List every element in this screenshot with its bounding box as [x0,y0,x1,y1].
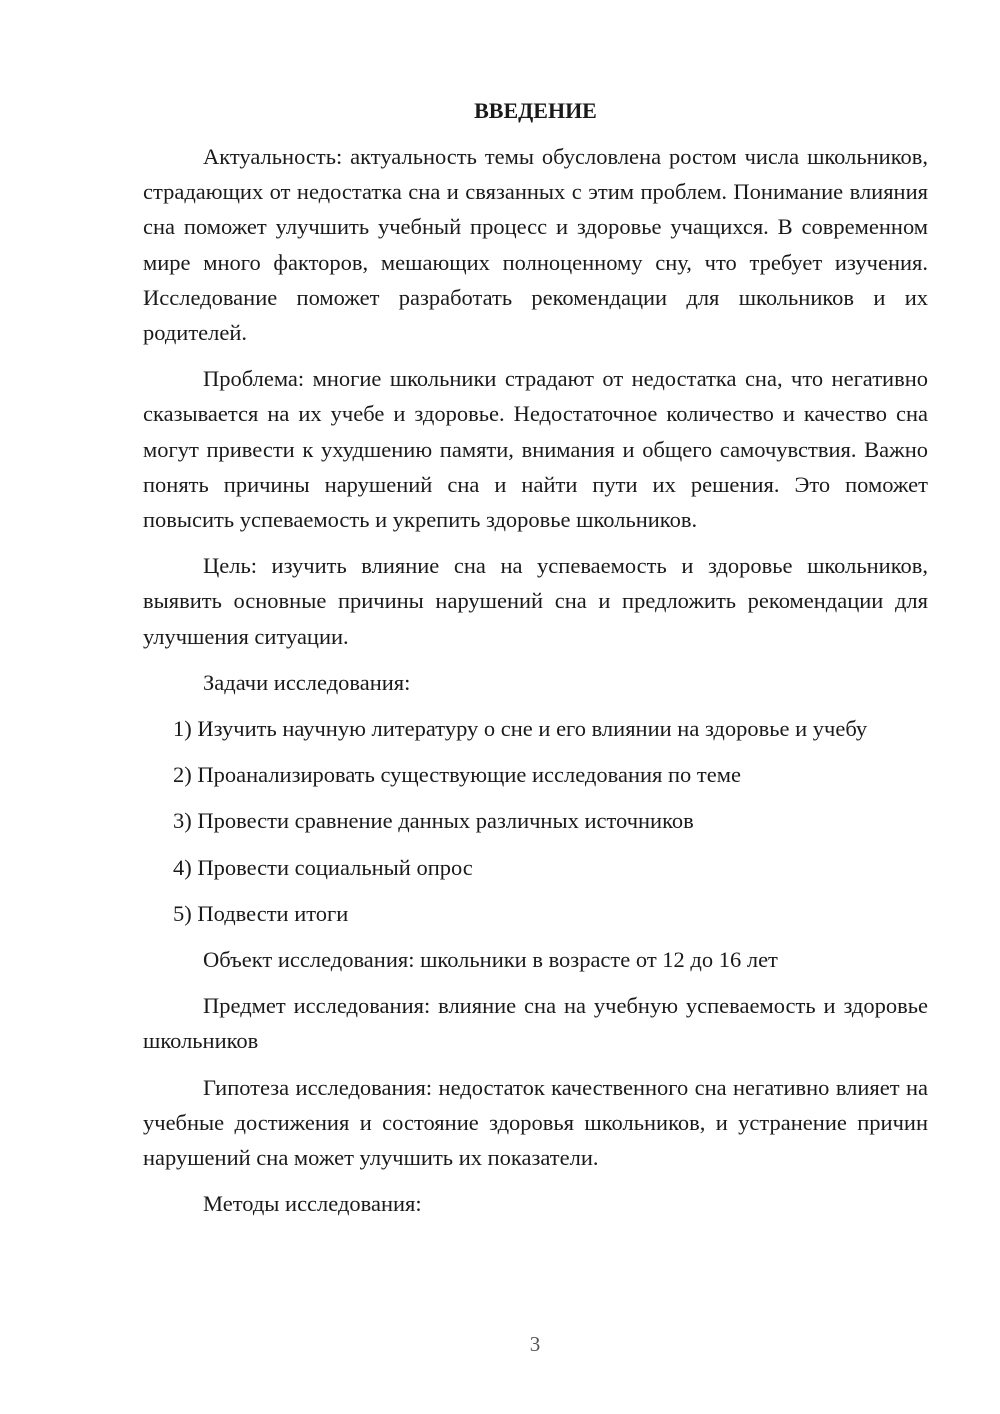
relevance-paragraph: Актуальность: актуальность темы обусловлена ростом числа школьников, страдающих от недостатка сна и связанных с этим проблем. Понимание влияния сна поможет улучшить учебный процесс и здоровье учащихся. В современном мире много факторов, мешающих полноценному сну, что требует изучения. Исследование поможет разработать рекомендации для школьников и их родителей. [143,144,928,346]
task-item: 1) Изучить научную литературу о сне и его влиянии на здоровье и учебу [173,716,868,742]
methods-heading: Методы исследования: [203,1191,422,1217]
task-item: 4) Провести социальный опрос [173,854,473,880]
page-number: 3 [529,1332,541,1356]
problem-paragraph: Проблема: многие школьники страдают от недостатка сна, что негативно сказывается на их учебе и здоровье. Недостаточное количество и качество сна могут привести к ухудшению памяти, внимания и общего самочувствия. Важно понять причины нарушений сна и найти пути их решения. Это поможет повысить успеваемость и укрепить здоровье школьников. [143,366,928,533]
task-item: 5) Подвести итоги [173,900,349,926]
page-content [143,94,928,1232]
hypothesis-paragraph: Гипотеза исследования: недостаток качественного сна негативно влияет на учебные достижения и состояние здоровья школьников, и устранение причин нарушений сна может улучшить их показатели. [143,1074,928,1171]
task-item: 2) Проанализировать существующие исследования по теме [173,762,741,788]
subject-paragraph: Предмет исследования: влияние сна на учебную успеваемость и здоровье школьников [143,993,928,1054]
object-paragraph: Объект исследования: школьники в возрасте от 12 до 16 лет [203,947,778,973]
goal-paragraph: Цель: изучить влияние сна на успеваемость и здоровье школьников, выявить основные причины нарушений сна и предложить рекомендации для улучшения ситуации. [143,553,928,649]
tasks-heading: Задачи исследования: [203,669,411,695]
task-item: 3) Провести сравнение данных различных источников [173,808,694,834]
page-title: ВВЕДЕНИЕ [474,98,597,123]
